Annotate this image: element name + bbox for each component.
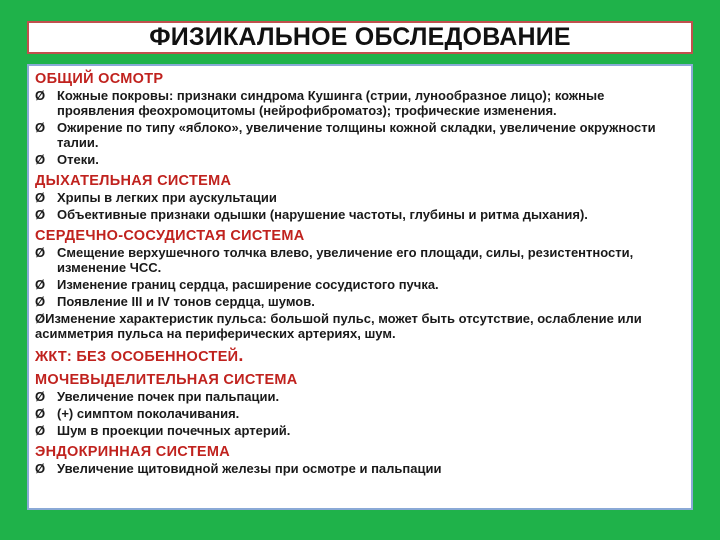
section-item-list xyxy=(35,389,683,438)
list-item xyxy=(35,461,683,476)
list-item xyxy=(35,294,683,309)
section-heading-text: МОЧЕВЫДЕЛИТЕЛЬНАЯ СИСТЕМА xyxy=(35,372,298,388)
list-item xyxy=(35,423,683,438)
list-item-text: Отеки. xyxy=(57,152,99,167)
section-heading xyxy=(35,70,683,88)
content-box xyxy=(27,64,693,510)
list-item-text: Появление III и IV тонов сердца, шумов. xyxy=(57,294,315,309)
list-item-text: Объективные признаки одышки (нарушение частоты, глубины и ритма дыхания). xyxy=(57,207,588,222)
list-item-text: Смещение верхушечного толчка влево, увеличение его площади, силы, резистентности, изменение ЧСС. xyxy=(57,245,634,275)
list-item-text: Шум в проекции почечных артерий. xyxy=(57,423,291,438)
list-item-text: Увеличение почек при пальпации. xyxy=(57,389,280,404)
list-item-text: Ожирение по типу «яблоко», увеличение толщины кожной складки, увеличение окружности талии. xyxy=(57,120,656,150)
section-heading-text: ДЫХАТЕЛЬНАЯ СИСТЕМА xyxy=(35,173,232,189)
list-item-text: (+) симптом поколачивания. xyxy=(57,406,240,421)
section-heading xyxy=(35,172,683,190)
pulse-note-text: Изменение характеристик пульса: большой пульс, может быть отсутствие, ослабление или асимметрия пульса на периферических артериях, шум. xyxy=(35,311,642,341)
list-item xyxy=(35,88,683,118)
arrow-bullet-icon: Ø xyxy=(35,245,46,260)
section-heading xyxy=(35,227,683,245)
list-item xyxy=(35,245,683,275)
arrow-bullet-icon: Ø xyxy=(35,190,46,205)
section-heading xyxy=(35,443,683,461)
pulse-note xyxy=(35,311,683,341)
arrow-bullet-icon: Ø xyxy=(35,277,46,292)
arrow-bullet-icon: Ø xyxy=(35,120,46,135)
section-heading-suffix: . xyxy=(238,345,244,365)
arrow-bullet-icon: Ø xyxy=(35,406,46,421)
arrow-bullet-icon: Ø xyxy=(35,207,46,222)
list-item-text: Изменение границ сердца, расширение сосудистого пучка. xyxy=(57,277,439,292)
list-item xyxy=(35,207,683,222)
title-box xyxy=(27,21,693,54)
page-title: ФИЗИКАЛЬНОЕ ОБСЛЕДОВАНИЕ xyxy=(149,23,571,51)
arrow-bullet-icon: Ø xyxy=(35,152,46,167)
section-item-list xyxy=(35,245,683,309)
list-item xyxy=(35,389,683,404)
sections-list xyxy=(35,70,683,476)
list-item xyxy=(35,120,683,150)
arrow-bullet-icon: Ø xyxy=(35,389,46,404)
list-item xyxy=(35,406,683,421)
list-item-text: Увеличение щитовидной железы при осмотре и пальпации xyxy=(57,461,442,476)
section-heading-text: СЕРДЕЧНО-СОСУДИСТАЯ СИСТЕМА xyxy=(35,228,305,244)
section-heading-text: ЖКТ: БЕЗ ОСОБЕННОСТЕЙ xyxy=(35,349,239,365)
arrow-bullet-icon: Ø xyxy=(35,461,46,476)
section-item-list xyxy=(35,461,683,476)
section-item-list xyxy=(35,88,683,167)
arrow-bullet-icon: Ø xyxy=(35,311,46,326)
section-heading-text: ЭНДОКРИННАЯ СИСТЕМА xyxy=(35,444,230,460)
section-heading xyxy=(35,371,683,389)
section-heading-text: ОБЩИЙ ОСМОТР xyxy=(35,71,164,87)
section-heading xyxy=(35,346,683,366)
arrow-bullet-icon: Ø xyxy=(35,88,46,103)
arrow-bullet-icon: Ø xyxy=(35,423,46,438)
list-item xyxy=(35,152,683,167)
arrow-bullet-icon: Ø xyxy=(35,294,46,309)
list-item xyxy=(35,190,683,205)
list-item-text: Кожные покровы: признаки синдрома Кушинга (стрии, лунообразное лицо); кожные проявления феохромоцитомы (нейрофиброматоз); трофические изменения. xyxy=(57,88,605,118)
list-item-text: Хрипы в легких при аускультации xyxy=(57,190,277,205)
section-item-list xyxy=(35,190,683,222)
list-item xyxy=(35,277,683,292)
